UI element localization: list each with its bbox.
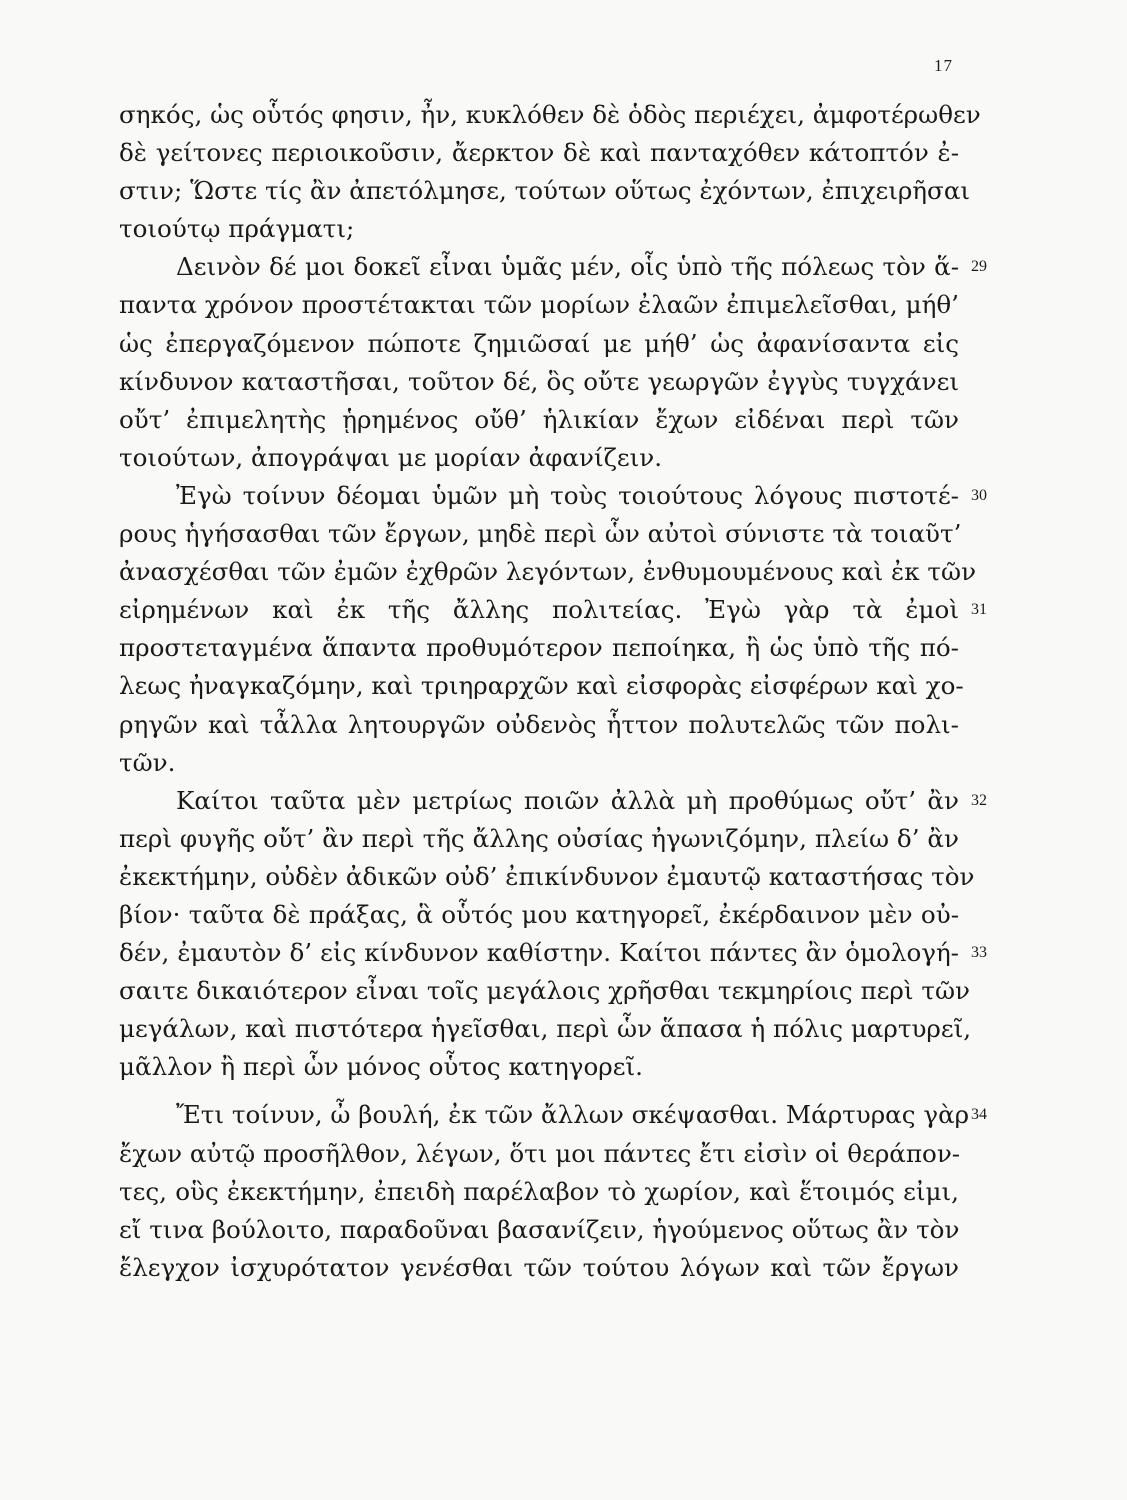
text-line [119,1135,959,1173]
text-line [119,896,959,934]
text-line-content: ἀνασχέσθαι τῶν ἐμῶν ἐχθρῶν λεγόντων, ἐνθυμουμένους καὶ ἐκ τῶν [119,557,977,587]
text-line-content: δὲ γείτονες περιοικοῦσιν, ἄερκτον δὲ καὶ πανταχόθεν κάτοπτόν ἐ- [119,138,959,168]
text-line-content: μεγάλων, καὶ πιστότερα ἡγεῖσθαι, περὶ ὧν ἅπασα ἡ πόλις μαρτυρεῖ, [119,1014,972,1044]
text-line [119,1048,959,1086]
text-line-content: τοιούτῳ πράγματι; [119,214,355,244]
section-number: 30 [971,486,987,504]
text-line-content: παντα χρόνον προστέτακται τῶν μορίων ἐλαῶν ἐπιμελεῖσθαι, μήθ’ [119,290,959,320]
text-line [119,1211,959,1249]
text-line [119,1096,987,1134]
text-line-content: ἐκεκτήμην, οὐδὲν ἀδικῶν οὐδ’ ἐπικίνδυνον ἐμαυτῷ καταστήσας τὸν [119,861,975,891]
text-line-content: σαιτε δικαιότερον εἶναι τοῖς μεγάλοις χρῆσθαι τεκμηρίοις περὶ τῶν [119,976,970,1006]
text-line-content: περὶ φυγῆς οὔτ’ ἂν περὶ τῆς ἄλλης οὐσίας ἠγωνιζόμην, πλείω δ’ ἂν [119,823,959,853]
text-line [119,972,970,1010]
greek-text-body [119,96,987,1287]
section-number: 32 [971,791,987,809]
text-line [119,210,959,248]
text-line [119,744,959,782]
section-number: 29 [971,258,987,276]
text-line-content: δέν, ἐμαυτὸν δ’ εἰς κίνδυνον καθίστην. Καίτοι πάντες ἂν ὁμολογή- [119,938,959,968]
text-line-content: λεως ἠναγκαζόμην, καὶ τριηραρχῶν καὶ εἰσφορὰς εἰσφέρων καὶ χο- [119,671,964,701]
text-line [119,934,987,972]
section-number: 33 [971,944,987,962]
text-line-content: Ἔτι τοίνυν, ὦ βουλή, ἐκ τῶν ἄλλων σκέψασθαι. Μάρτυρας γὰρ [176,1100,970,1130]
text-line [119,782,987,820]
text-line [119,1173,959,1211]
text-line-content: βίον· ταῦτα δὲ πράξας, ἃ οὗτός μου κατηγορεῖ, ἐκέρδαινον μὲν οὐ- [119,899,959,929]
text-line [119,858,975,896]
text-line [119,1249,959,1287]
text-line-content: ρηγῶν καὶ τἆλλα λητουργῶν οὐδενὸς ἧττον πολυτελῶς τῶν πολι- [119,709,959,739]
text-line-content: ὡς ἐπεργαζόμενον πώποτε ζημιῶσαί με μήθ’ ὡς ἀφανίσαντα εἰς [119,328,959,358]
text-line-content: οὔτ’ ἐπιμελητὴς ᾑρημένος οὔθ’ ἡλικίαν ἔχων εἰδέναι περὶ τῶν [119,404,959,434]
text-line [119,172,971,210]
text-line [119,553,977,591]
text-line [119,477,987,515]
text-line-content: Ἐγὼ τοίνυν δέομαι ὑμῶν μὴ τοὺς τοιούτους λόγους πιστοτέ- [176,480,959,510]
text-line [119,248,987,286]
text-line-content: Δεινὸν δέ μοι δοκεῖ εἶναι ὑμᾶς μέν, οἷς ὑπὸ τῆς πόλεως τὸν ἅ- [176,252,959,282]
text-line-content: ρους ἡγήσασθαι τῶν ἔργων, μηδὲ περὶ ὧν αὐτοὶ σύνιστε τὰ τοιαῦτ’ [119,519,962,549]
text-line-content: Καίτοι ταῦτα μὲν μετρίως ποιῶν ἀλλὰ μὴ προθύμως οὔτ’ ἂν [176,785,959,815]
paragraph-gap [119,1086,959,1096]
text-line [119,363,959,401]
text-line-content: τες, οὓς ἐκεκτήμην, ἐπειδὴ παρέλαβον τὸ χωρίον, καὶ ἕτοιμός εἰμι, [119,1176,959,1206]
text-line [119,134,959,172]
text-line-content: εἴ τινα βούλοιτο, παραδοῦναι βασανίζειν, ἡγούμενος οὕτως ἂν τὸν [119,1214,960,1244]
text-line-content: τοιούτων, ἀπογράψαι με μορίαν ἀφανίζειν. [119,442,663,472]
text-line [119,325,959,363]
text-line-content: προστεταγμένα ἅπαντα προθυμότερον πεποίηκα, ἢ ὡς ὑπὸ τῆς πό- [119,633,959,663]
text-line-content: κίνδυνον καταστῆσαι, τοῦτον δέ, ὃς οὔτε γεωργῶν ἐγγὺς τυγχάνει [119,366,959,396]
text-line-content: τῶν. [119,747,176,777]
text-line [119,286,959,324]
text-line [119,439,959,477]
text-line-content: μᾶλλον ἢ περὶ ὧν μόνος οὗτος κατηγορεῖ. [119,1052,643,1082]
text-line [119,629,959,667]
section-number: 34 [971,1106,987,1124]
text-line-content: στιν; Ὥστε τίς ἂν ἀπετόλμησε, τούτων οὕτως ἐχόντων, ἐπιχειρῆσαι [119,176,971,206]
text-line [119,706,959,744]
text-line [119,96,981,134]
text-line-content: σηκός, ὡς οὗτός φησιν, ἦν, κυκλόθεν δὲ ὁδὸς περιέχει, ἀμφοτέρωθεν [119,100,981,129]
text-line-content: ἔχων αὐτῷ προσῆλθον, λέγων, ὅτι μοι πάντες ἔτι εἰσὶν οἱ θεράπον- [119,1138,961,1168]
text-line [119,667,964,705]
text-line [119,401,959,439]
page-number: 17 [934,56,953,75]
text-line-content: ἔλεγχον ἰσχυρότατον γενέσθαι τῶν τούτου λόγων καὶ τῶν ἔργων [119,1252,959,1282]
text-line [119,820,959,858]
text-line [119,515,962,553]
text-line-content: εἰρημένων καὶ ἐκ τῆς ἄλλης πολιτείας. Ἐγὼ γὰρ τὰ ἐμοὶ [119,595,959,625]
text-line [119,591,987,629]
section-number: 31 [971,601,987,619]
text-line [119,1010,972,1048]
